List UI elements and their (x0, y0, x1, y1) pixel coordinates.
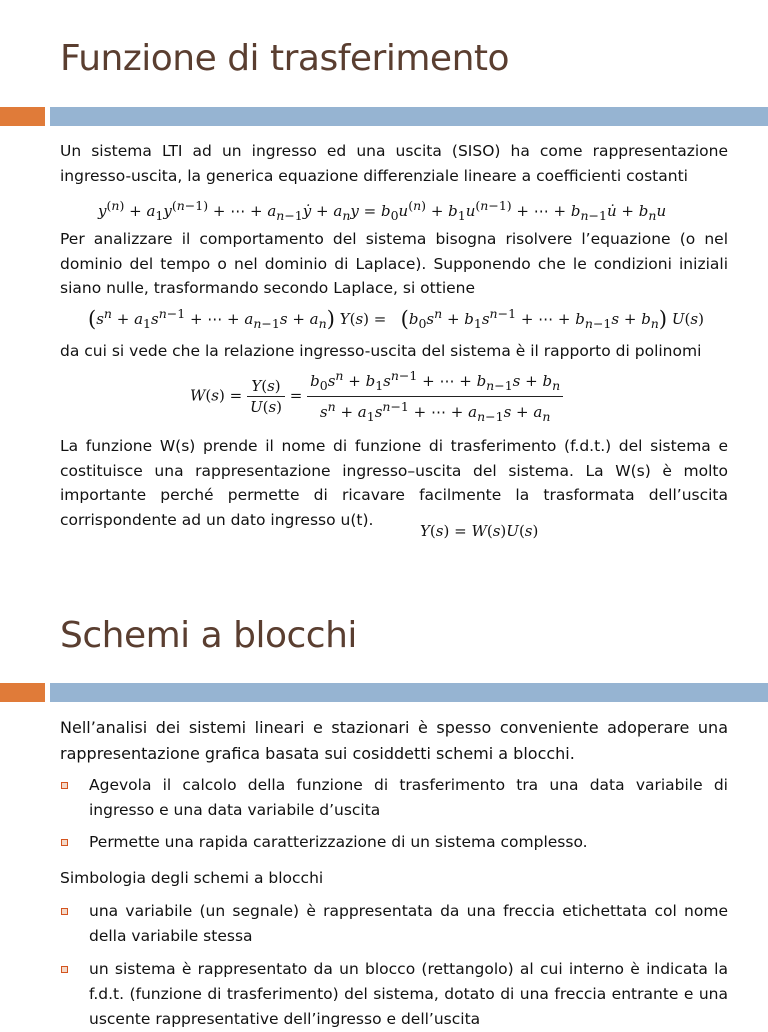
block-diagram-intro: Nell’analisi dei sistemi lineari e stazionari è spesso conveniente adoperare una rappresentazione grafica basata sui cosiddetti schemi a blocchi. (60, 718, 728, 763)
section-title-transfer-function: Funzione di trasferimento (60, 38, 510, 79)
laplace-paragraph: Per analizzare il comportamento del sistema bisogna risolvere l’equazione (o nel dominio del tempo o nel dominio di Laplace). Supponendo che le condizioni iniziali siano nulle, trasformando secondo Laplace, si ottiene (60, 230, 728, 297)
advantages-list (60, 773, 728, 855)
list-item-text: Agevola il calcolo della funzione di trasferimento tra una data variabile di ingresso e una data variabile d’uscita (89, 776, 728, 819)
title-accent-bar (0, 107, 45, 126)
section-title-block-diagrams: Schemi a blocchi (60, 615, 357, 656)
ratio-paragraph: da cui si vede che la relazione ingresso-uscita del sistema è il rapporto di polinomi (60, 342, 702, 360)
intro-paragraph: Un sistema LTI ad un ingresso ed una uscita (SISO) ha come rappresentazione ingresso-uscita, la generica equazione differenziale lineare a coefficienti costanti (60, 142, 728, 185)
transfer-function-equation: W(s) = $\frac{Y(s)}{U(s)}$ = $\frac{b_0s^n + b_1s^{n-1} + \cdots + b_{n-1}s + b_n}{s^n + a_1s^{n-1} + \cdots + a_{n-1}s + a_n}$ (190, 366, 563, 427)
square-bullet-icon (61, 839, 68, 846)
list-item-text: un sistema è rappresentato da un blocco (rettangolo) al cui interno è indicata la f.d.t. (funzione di trasferimento) del sistema, dotato di una freccia entrante e una uscente rappresentative dell’ingresso e dell’uscita (89, 960, 728, 1028)
square-bullet-icon (61, 908, 68, 915)
list-item-text: una variabile (un segnale) è rappresentata da una freccia etichettata col nome della variabile stessa (89, 902, 728, 945)
title-divider-bar (50, 683, 768, 702)
list-item (60, 773, 728, 823)
square-bullet-icon (61, 782, 68, 789)
symbology-list (60, 899, 728, 1032)
title-divider-bar (50, 107, 768, 126)
output-equation: Y(s) = W(s)U(s) (420, 522, 539, 540)
list-item (60, 899, 728, 949)
definition-paragraph: La funzione W(s) prende il nome di funzione di trasferimento (f.d.t.) del sistema e costituisce una rappresentazione ingresso–uscita del sistema. La W(s) è molto importante perché permette di ricavare facilmente la trasformata dell’uscita corrispondente ad un dato ingresso u(t). (60, 437, 728, 529)
square-bullet-icon (61, 966, 68, 973)
list-item-text: Permette una rapida caratterizzazione di un sistema complesso. (89, 833, 588, 851)
laplace-equation: ($s^n + a_1s^{n-1}$ + ⋯ + $a_{n-1}s + a_n$) $Y(s) = (b_0s^n + b_1s^{n-1}$ + ⋯ + $b_{n-1}s + b_n$) U(s) (88, 306, 704, 331)
list-item (60, 957, 728, 1032)
title-accent-bar (0, 683, 45, 702)
symbology-heading: Simbologia degli schemi a blocchi (60, 869, 324, 887)
list-item (60, 830, 728, 855)
differential-equation: $y^{(n)} + a_1y^{(n-1)}$ + ⋯ + $a_{n-1}ẏ + a_ny = b_0u^{(n)} + b_1u^{(n-1)}$ + ⋯ + $b_{n-1}u̇ + b_nu$ (98, 198, 667, 223)
